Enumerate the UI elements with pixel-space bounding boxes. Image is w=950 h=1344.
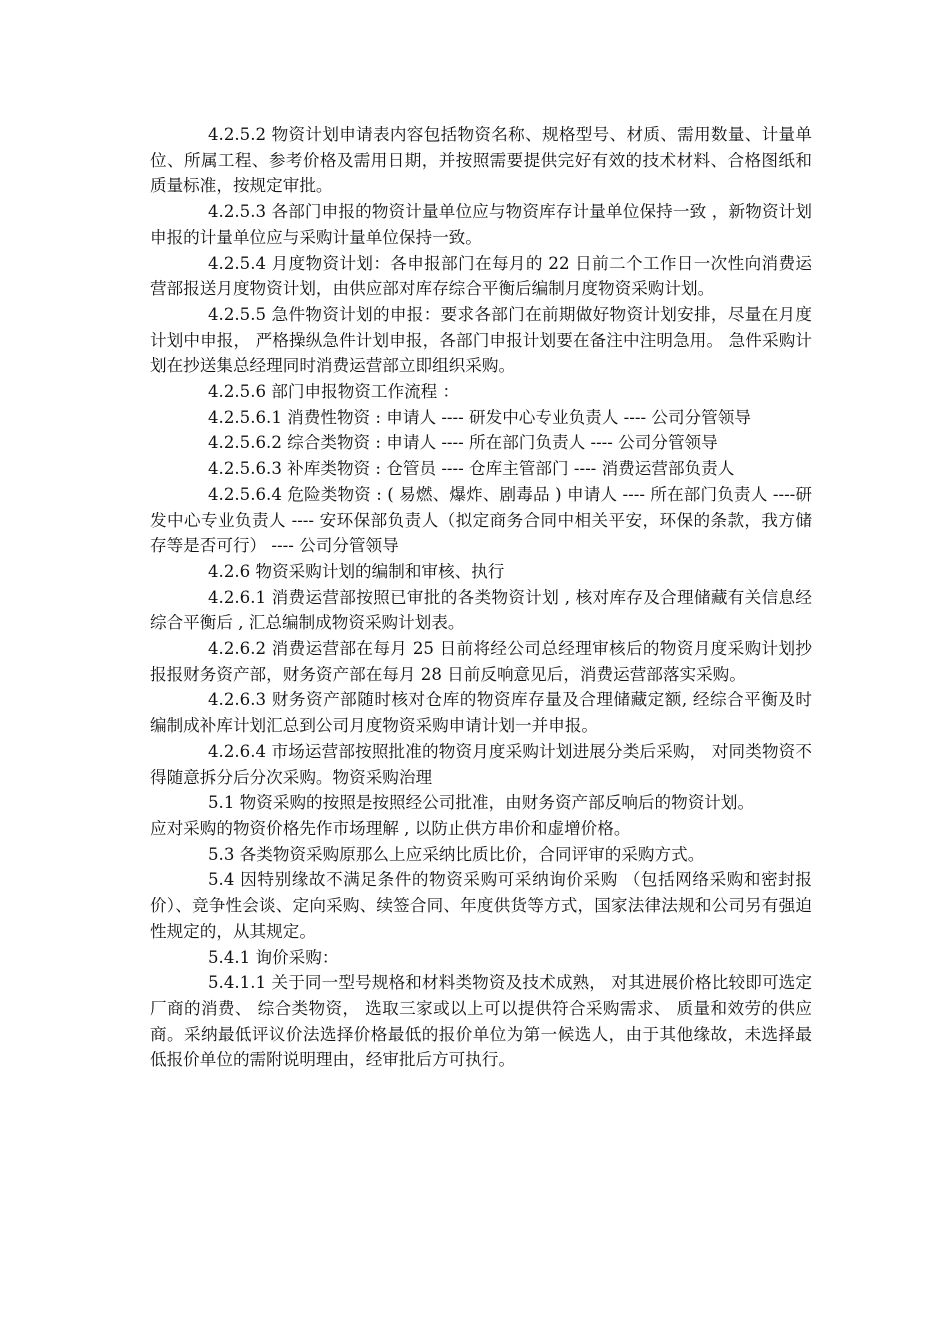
paragraph-price-research: 应对采购的物资价格先作市场理解 , 以防止供方串价和虚增价格。	[150, 818, 631, 838]
paragraph-5-4-1: 5.4.1 询价采购：	[208, 947, 339, 967]
paragraph-4-2-5-6-4: 4.2.5.6.4 危险类物资 : ( 易燃、爆炸、剧毒品 ) 申请人 ---- 所在部门负责人 ----研发中心专业负责人 ---- 安环保部负责人（拟定商务合同中相关平安，环保的条款，我方储存等是否可行） ---- 公司分管领导	[150, 484, 812, 556]
paragraph-4-2-5-4: 4.2.5.4 月度物资计划：各申报部门在每月的 22 日前二个工作日一次性向消费运营部报送月度物资计划，由供应部对库存综合平衡后编制月度物资采购计划。	[150, 253, 812, 299]
paragraph-4-2-5-2: 4.2.5.2 物资计划申请表内容包括物资名称、规格型号、材质、需用数量、计量单位、所属工程、参考价格及需用日期，并按照需要提供完好有效的技术材料、合格图纸和质量标准，按规定审批。	[150, 125, 812, 196]
paragraph-4-2-6-4: 4.2.6.4 市场运营部按照批准的物资月度采购计划进展分类后采购， 对同类物资不得随意拆分后分次采购。物资采购治理	[150, 741, 812, 787]
paragraph-4-2-6-1: 4.2.6.1 消费运营部按照已审批的各类物资计划 , 核对库存及合理储藏有关信息经综合平衡后 , 汇总编制成物资采购计划表。	[150, 587, 812, 633]
paragraph-4-2-5-6: 4.2.5.6 部门申报物资工作流程 ：	[208, 382, 460, 402]
paragraph-5-1: 5.1 物资采购的按照是按照经公司批准，由财务资产部反响后的物资计划。	[208, 793, 755, 813]
paragraph-4-2-6-3: 4.2.6.3 财务资产部随时核对仓库的物资库存量及合理储藏定额, 经综合平衡及时编制成补库计划汇总到公司月度物资采购申请计划一并申报。	[150, 690, 812, 736]
paragraph-4-2-5-3: 4.2.5.3 各部门申报的物资计量单位应与物资库存计量单位保持一致 ，新物资计划申报的计量单位应与采购计量单位保持一致。	[150, 202, 812, 247]
paragraph-4-2-6-2: 4.2.6.2 消费运营部在每月 25 日前将经公司总经理审核后的物资月度采购计划抄报报财务资产部，财务资产部在每月 28 日前反响意见后，消费运营部落实采购。	[150, 639, 812, 684]
paragraph-4-2-5-5: 4.2.5.5 急件物资计划的申报：要求各部门在前期做好物资计划安排，尽量在月度计划中申报， 严格操纵急件计划申报，各部门申报计划要在备注中注明急用。 急件采购计划在抄送集总经理同时消费运营部立即组织采购。	[150, 304, 812, 376]
paragraph-5-3: 5.3 各类物资采购原那么上应采纳比质比价，合同评审的采购方式。	[208, 844, 705, 864]
paragraph-4-2-5-6-1: 4.2.5.6.1 消费性物资 : 申请人 ---- 研发中心专业负责人 ---- 公司分管领导	[208, 407, 751, 427]
paragraph-5-4: 5.4 因特别缘故不满足条件的物资采购可采纳询价采购 （包括网络采购和密封报价）、竞争性会谈、定向采购、续签合同、年度供货等方式，国家法律法规和公司另有强迫性规定的，从其规定。	[150, 870, 812, 941]
paragraph-5-4-1-1: 5.4.1.1 关于同一型号规格和材料类物资及技术成熟， 对其进展价格比较即可选定厂商的消费、 综合类物资， 选取三家或以上可以提供符合采购需求、 质量和效劳的供应商。采纳最低评议价法选择价格最低的报价单位为第一候选人，由于其他缘故，未选择最低报价单位的需附说明理由，经审批后方可执行。	[150, 973, 812, 1070]
document-page	[150, 122, 812, 1073]
paragraph-4-2-5-6-3: 4.2.5.6.3 补库类物资 : 仓管员 ---- 仓库主管部门 ---- 消费运营部负责人	[208, 459, 735, 479]
paragraph-4-2-6: 4.2.6 物资采购计划的编制和审核、执行	[208, 561, 505, 581]
paragraph-4-2-5-6-2: 4.2.5.6.2 综合类物资 : 申请人 ---- 所在部门负责人 ---- 公司分管领导	[208, 433, 718, 453]
